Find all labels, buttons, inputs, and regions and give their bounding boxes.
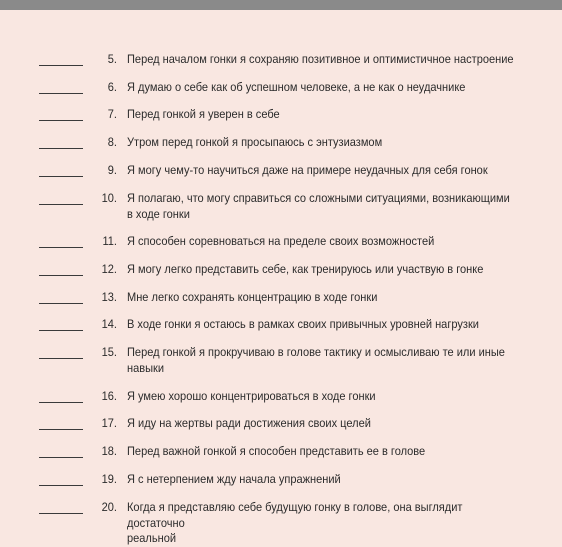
item-number: 18. xyxy=(101,444,117,458)
item-number: 14. xyxy=(101,317,117,331)
item-text: Я с нетерпением жду начала упражнений xyxy=(127,472,341,486)
answer-blank[interactable] xyxy=(39,485,83,486)
answer-blank[interactable] xyxy=(39,330,83,331)
answer-blank[interactable] xyxy=(39,176,83,177)
item-number: 10. xyxy=(101,191,117,205)
item-text: Перед важной гонкой я способен представить ее в голове xyxy=(127,444,426,458)
item-text: Когда я представляю себе будущую гонку в голове, она выглядит достаточно реальной xyxy=(127,500,463,545)
item-number: 6. xyxy=(107,80,117,94)
item-number: 12. xyxy=(101,262,117,276)
answer-blank[interactable] xyxy=(39,429,83,430)
item-text: В ходе гонки я остаюсь в рамках своих привычных уровней нагрузки xyxy=(127,317,479,331)
item-text: Перед началом гонки я сохраняю позитивное и оптимистичное настроение xyxy=(127,52,514,66)
item-text: Я способен соревноваться на пределе своих возможностей xyxy=(127,234,435,248)
item-number: 5. xyxy=(107,52,117,66)
item-text: Перед гонкой я уверен в себе xyxy=(127,107,280,121)
answer-blank[interactable] xyxy=(39,204,83,205)
item-number: 17. xyxy=(101,416,117,430)
answer-blank[interactable] xyxy=(39,120,83,121)
item-text: Я могу легко представить себе, как тренируюсь или участвую в гонке xyxy=(127,262,484,276)
item-number: 16. xyxy=(101,389,117,403)
answer-blank[interactable] xyxy=(39,148,83,149)
item-number: 8. xyxy=(107,135,117,149)
answer-blank[interactable] xyxy=(39,358,83,359)
item-text: Утром перед гонкой я просыпаюсь с энтузиазмом xyxy=(127,135,383,149)
item-text: Я иду на жертвы ради достижения своих целей xyxy=(127,416,371,430)
item-number: 9. xyxy=(107,163,117,177)
answer-blank[interactable] xyxy=(39,65,83,66)
item-text: Я думаю о себе как об успешном человеке, а не как о неудачнике xyxy=(127,80,466,94)
answer-blank[interactable] xyxy=(39,303,83,304)
item-text: Я умею хорошо концентрироваться в ходе гонки xyxy=(127,389,376,403)
item-number: 11. xyxy=(102,234,117,248)
item-number: 15. xyxy=(101,345,117,359)
item-number: 13. xyxy=(101,290,117,304)
answer-blank[interactable] xyxy=(39,93,83,94)
item-number: 20. xyxy=(101,500,117,514)
answer-blank[interactable] xyxy=(39,247,83,248)
answer-blank[interactable] xyxy=(39,457,83,458)
answer-blank[interactable] xyxy=(39,402,83,403)
item-text: Я полагаю, что могу справиться со сложными ситуациями, возникающими в ходе гонки xyxy=(127,191,510,221)
item-text: Мне легко сохранять концентрацию в ходе гонки xyxy=(127,290,378,304)
answer-blank[interactable] xyxy=(39,513,83,514)
answer-blank[interactable] xyxy=(39,275,83,276)
header-bar xyxy=(0,0,562,10)
item-number: 19. xyxy=(101,472,117,486)
item-text: Я могу чему-то научиться даже на примере неудачных для себя гонок xyxy=(127,163,488,177)
item-text: Перед гонкой я прокручиваю в голове тактику и осмысливаю те или иные навыки xyxy=(127,345,505,375)
item-number: 7. xyxy=(107,107,117,121)
